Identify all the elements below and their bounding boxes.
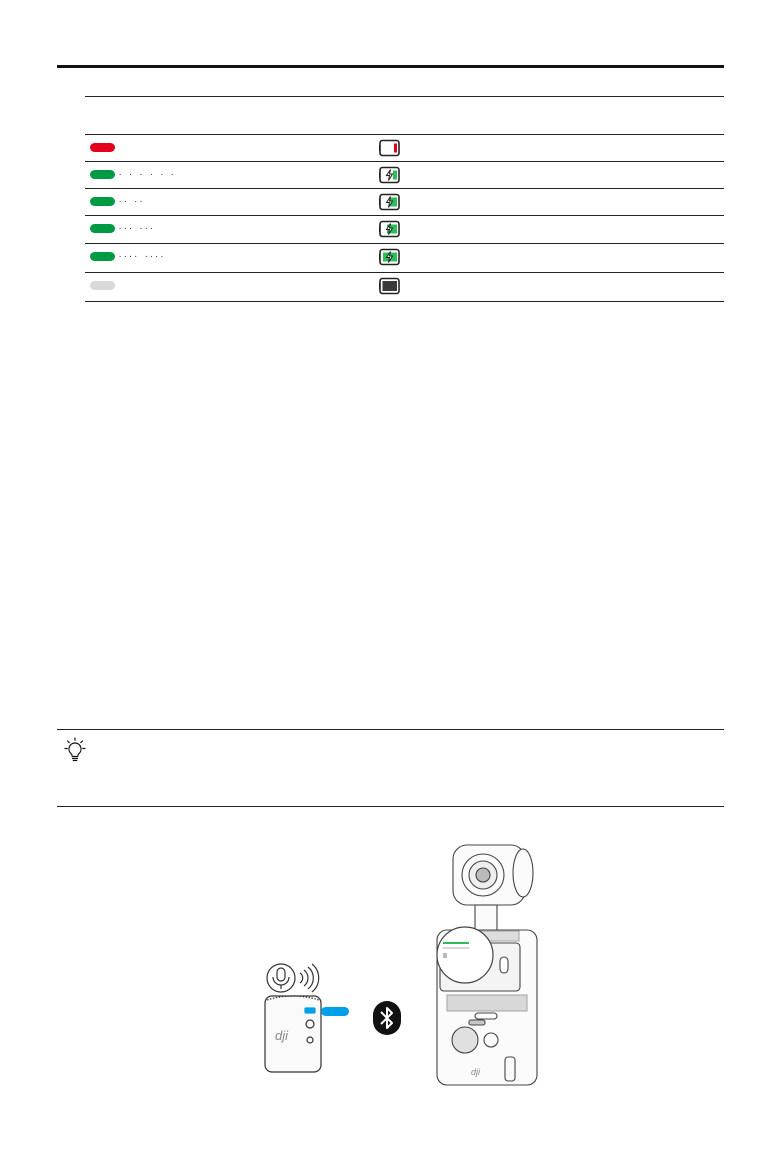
tip-top-rule [57, 729, 724, 730]
table-row [85, 135, 724, 162]
svg-text:dji: dji [275, 1028, 289, 1043]
led-indicator [90, 252, 115, 261]
tip-bottom-rule [57, 806, 724, 807]
table-row [85, 216, 724, 243]
bluetooth-icon [372, 1000, 402, 1036]
led-indicator [90, 170, 115, 179]
led-blink-pattern: · · · · · · [118, 171, 176, 179]
lightbulb-icon [64, 737, 86, 763]
battery-full-icon [379, 277, 401, 295]
table-row [85, 273, 724, 300]
table-row [85, 189, 724, 216]
svg-text:dji: dji [471, 1067, 481, 1077]
led-indicator [90, 197, 115, 206]
led-indicator [90, 224, 115, 233]
osmo-pocket-camera-icon [425, 835, 555, 1090]
battery-low-icon [379, 139, 401, 157]
led-blink-pattern: ···· ···· [118, 253, 165, 261]
led-indicator [90, 143, 115, 152]
page-header-rule [57, 65, 724, 68]
table-bottom-rule [85, 301, 724, 302]
table-header-rule [85, 96, 724, 97]
battery-charging-icon [379, 248, 401, 266]
battery-charging-icon [379, 166, 401, 184]
led-blink-pattern: ·· ·· [118, 198, 145, 206]
led-indicator [90, 281, 115, 290]
table-row [85, 162, 724, 189]
led-blink-pattern: ··· ··· [118, 225, 155, 233]
table-row [85, 244, 724, 271]
battery-charging-icon [379, 220, 401, 238]
battery-charging-icon [379, 193, 401, 211]
dji-mic-transmitter-icon [255, 960, 355, 1078]
